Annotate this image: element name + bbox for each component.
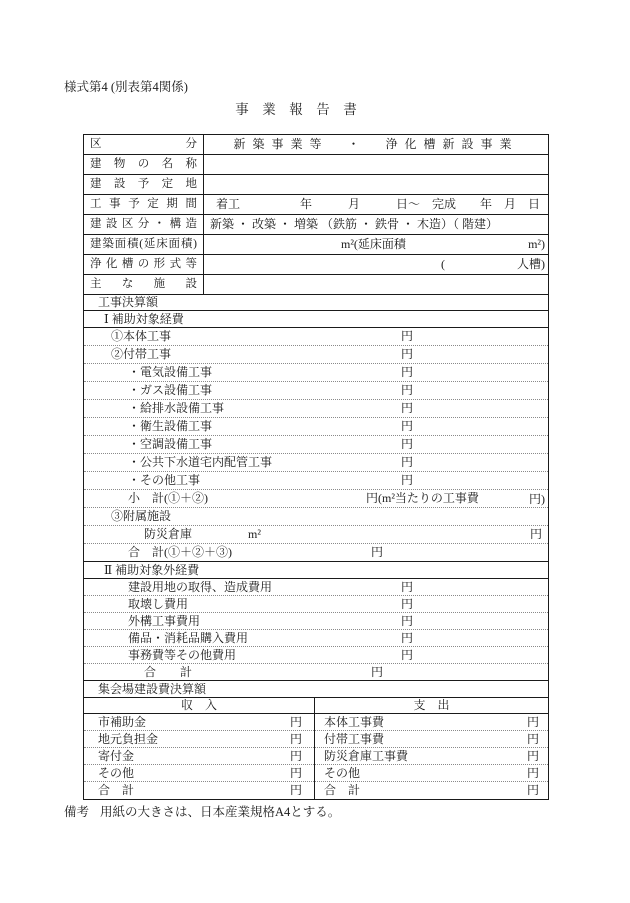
expense-label: 備品・消耗品購入費用	[128, 631, 249, 645]
expense-label: 事務費等その他費用	[128, 648, 237, 662]
building-name-label: 建物の名称	[84, 155, 204, 174]
yen-unit: 円	[289, 715, 302, 729]
section-subsidized-expenses: Ⅰ 補助対象経費	[84, 311, 548, 328]
yen-unit: 円	[289, 749, 302, 763]
expense-row-electrical	[84, 364, 548, 382]
category-value: 新築事業等 ・ 浄化槽新設事業	[233, 137, 519, 151]
expense-column	[315, 698, 548, 799]
expense-row-equipment-purchase	[84, 630, 548, 647]
yen-unit: 円	[401, 614, 414, 628]
total-label: 合 計	[144, 665, 193, 679]
expense-row-demolition	[84, 596, 548, 613]
expense-row-total	[315, 782, 548, 799]
income-label: 市補助金	[98, 715, 147, 729]
building-area-label: 建築面積(延床面積)	[84, 235, 204, 254]
category-label: 区分	[84, 135, 204, 154]
expense-label: ・ガス設備工事	[128, 383, 213, 397]
septic-paren-left: (	[441, 257, 445, 271]
expense-label: ・電気設備工事	[128, 365, 213, 379]
septic-tank-type-value	[204, 255, 548, 274]
row-category	[84, 135, 548, 155]
expense-label: ・公共下水道宅内配管工事	[128, 455, 273, 469]
building-name-value	[204, 155, 548, 174]
subtotal-label: 小 計(①＋②)	[128, 491, 208, 505]
income-row-city-subsidy	[84, 714, 314, 731]
income-row-local-contribution	[84, 731, 314, 748]
planned-site-value	[204, 175, 548, 194]
expense-row-subtotal	[84, 490, 548, 508]
yen-unit: 円	[401, 473, 414, 487]
yen-unit: 円	[401, 648, 414, 662]
row-septic-tank-type	[84, 255, 548, 275]
expense-label: ・空調設備工事	[128, 437, 213, 451]
row-main-facilities	[84, 275, 548, 295]
expense-label: 取壊し費用	[128, 597, 189, 611]
yen-unit: 円	[526, 715, 539, 729]
income-label: 地元負担金	[98, 732, 159, 746]
yen-unit: 円)	[529, 492, 545, 506]
yen-unit: 円	[401, 455, 414, 469]
yen-unit: 円	[526, 749, 539, 763]
row-planned-site	[84, 175, 548, 195]
row-construction-period	[84, 195, 548, 215]
expense-row-gas	[84, 382, 548, 400]
section-attached-facilities: ③附属施設	[84, 508, 548, 526]
area-unit-right: m²)	[528, 237, 545, 251]
expense-row-disaster-warehouse	[84, 526, 548, 544]
expense-row-warehouse-construction	[315, 748, 548, 765]
construction-type-label: 建設区分・構造	[84, 215, 204, 234]
yen-unit: 円	[401, 383, 414, 397]
construction-type-value: 新築 ・ 改築 ・ 増築 （鉄筋 ・ 鉄骨 ・ 木造）（ 階建）	[210, 217, 499, 231]
report-table	[83, 134, 549, 800]
septic-tank-type-label: 浄化槽の形式等	[84, 255, 204, 274]
expense-row-other-work	[84, 472, 548, 490]
yen-unit: 円	[401, 365, 414, 379]
expense-row-main-construction	[315, 714, 548, 731]
row-construction-type	[84, 215, 548, 235]
income-label: その他	[98, 766, 135, 780]
remarks-text: 用紙の大きさは、日本産業規格A4とする。	[100, 805, 341, 819]
income-expense-table	[84, 698, 548, 799]
section-construction-settlement: 工事決算額	[84, 295, 548, 311]
expense-row-sanitary	[84, 418, 548, 436]
main-facilities-label: 主な施設	[84, 275, 204, 294]
total-label: 合 計(①＋②＋③)	[128, 545, 232, 559]
yen-unit: 円	[401, 631, 414, 645]
planned-site-label: 建設予定地	[84, 175, 204, 194]
income-row-donation	[84, 748, 314, 765]
construction-period-value: 着工 年 月 日～ 完成 年 月 日	[216, 197, 541, 211]
expense-label: ①本体工事	[111, 329, 172, 343]
yen-unit: 円	[401, 597, 414, 611]
expense-label: 外構工事費用	[128, 614, 201, 628]
yen-unit: 円	[401, 580, 414, 594]
income-column	[84, 698, 315, 799]
yen-unit: 円	[371, 545, 384, 559]
yen-unit: 円	[526, 766, 539, 780]
expense-label: ・衛生設備工事	[128, 419, 213, 433]
yen-unit: 円	[289, 732, 302, 746]
expense-row-land-acquisition	[84, 579, 548, 596]
income-row-total	[84, 782, 314, 799]
septic-capacity-unit: 人槽)	[517, 257, 545, 271]
area-unit-left: m²(延床面積	[341, 237, 406, 251]
total-label: 合 計	[324, 783, 361, 797]
expense-row-incidental-construction	[315, 731, 548, 748]
main-facilities-value	[204, 275, 548, 294]
income-row-other	[84, 765, 314, 782]
section-non-subsidized-expenses: Ⅱ 補助対象外経費	[84, 562, 548, 579]
yen-unit: 円	[289, 766, 302, 780]
income-label: 寄付金	[98, 749, 135, 763]
section-assembly-hall-settlement: 集会場建設費決算額	[84, 681, 548, 698]
expense-label: 付帯工事費	[324, 732, 385, 746]
yen-unit: 円	[526, 732, 539, 746]
expense-row-other	[315, 765, 548, 782]
yen-unit: 円	[371, 665, 384, 679]
expense-row-administrative	[84, 647, 548, 664]
row-building-area	[84, 235, 548, 255]
expense-row-air-conditioning	[84, 436, 548, 454]
expense-row-water-supply	[84, 400, 548, 418]
yen-unit: 円	[526, 783, 539, 797]
yen-unit: 円	[289, 783, 302, 797]
expense-label: 防災倉庫工事費	[324, 749, 409, 763]
remarks-label: 備考	[64, 805, 90, 819]
yen-unit: 円	[401, 401, 414, 415]
expense-label: 建設用地の取得、造成費用	[128, 580, 273, 594]
construction-period-label: 工事予定期間	[84, 195, 204, 214]
building-area-value	[204, 235, 548, 254]
form-title: 事 業 報 告 書	[235, 102, 357, 117]
expense-label: その他	[324, 766, 361, 780]
yen-unit: 円	[401, 329, 414, 343]
expense-header: 支 出	[315, 698, 548, 714]
expense-row-main-work	[84, 328, 548, 346]
yen-unit: 円	[401, 347, 414, 361]
total-label: 合 計	[98, 783, 135, 797]
expense-row-incidental-work	[84, 346, 548, 364]
expense-row-total-2	[84, 664, 548, 681]
expense-row-exterior-work	[84, 613, 548, 630]
income-header: 収 入	[84, 698, 314, 714]
yen-unit: 円	[529, 527, 542, 541]
yen-unit: 円	[401, 419, 414, 433]
expense-label: ・その他工事	[128, 473, 201, 487]
yen-per-sqm-label: 円(m²当たりの工事費	[366, 491, 479, 505]
expense-label: ・給排水設備工事	[128, 401, 225, 415]
remarks	[64, 802, 340, 820]
row-building-name	[84, 155, 548, 175]
expense-label: 本体工事費	[324, 715, 385, 729]
yen-unit: 円	[401, 437, 414, 451]
warehouse-label: 防災倉庫	[144, 527, 193, 541]
expense-row-sewer-piping	[84, 454, 548, 472]
form-number: 様式第4 (別表第4関係)	[64, 80, 188, 94]
sqm-unit: m²	[248, 527, 261, 541]
expense-label: ②付帯工事	[111, 347, 172, 361]
expense-row-total-1	[84, 544, 548, 562]
